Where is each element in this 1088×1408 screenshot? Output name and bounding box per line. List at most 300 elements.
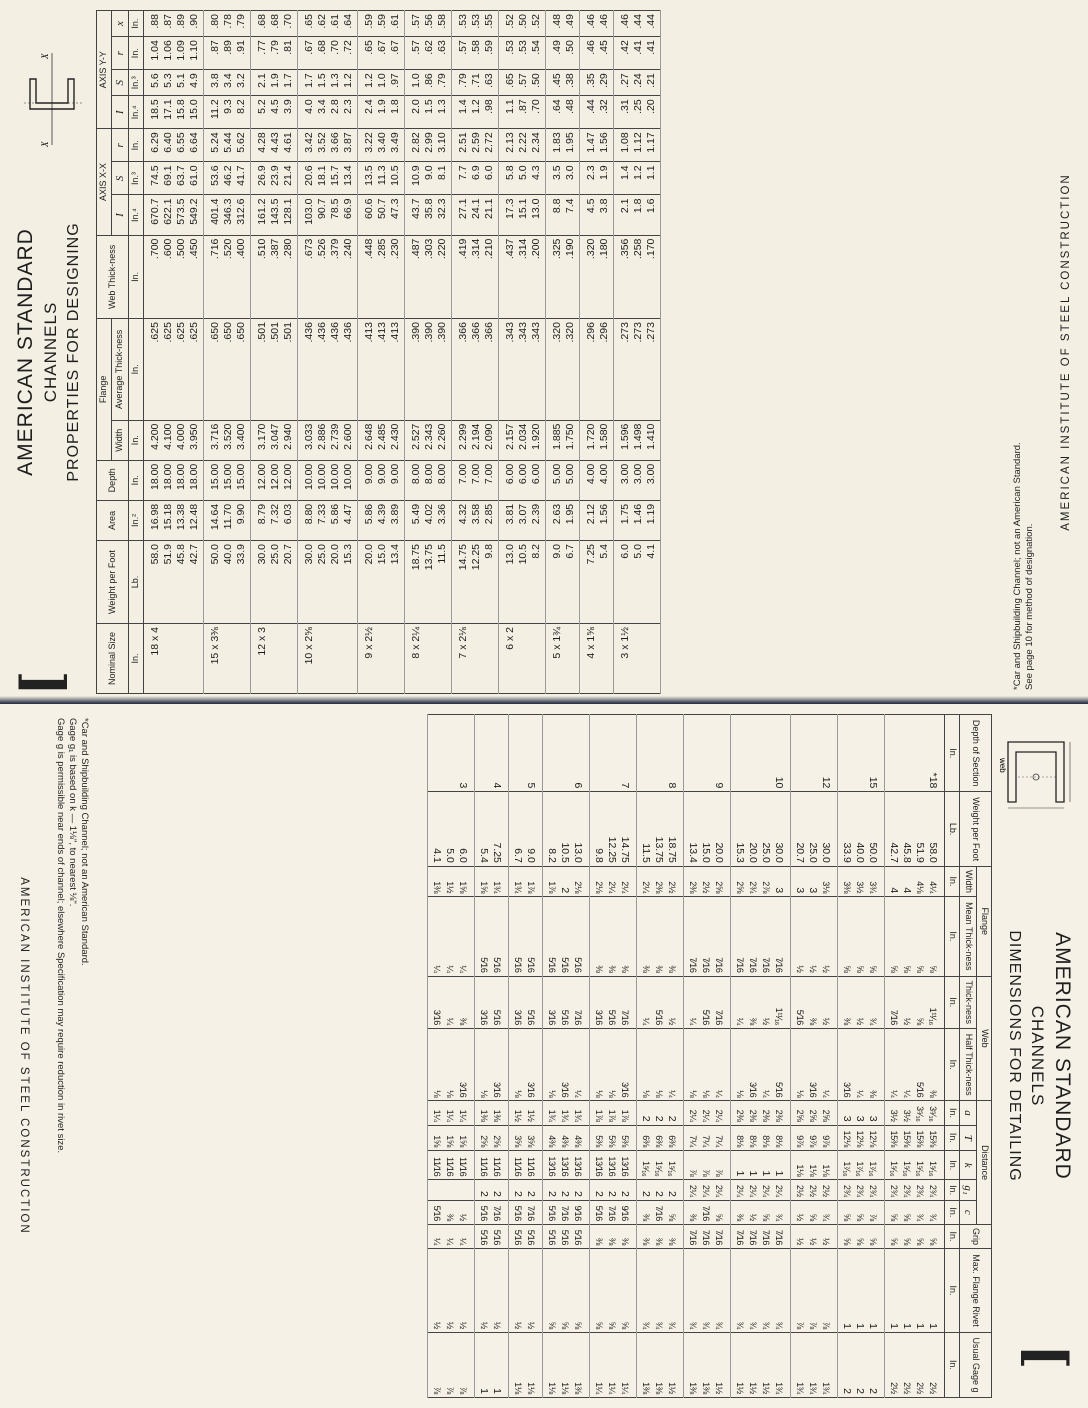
properties-cell: .320 bbox=[579, 235, 598, 318]
properties-group-label bbox=[282, 624, 298, 694]
detailing-cell: ½ bbox=[819, 1224, 838, 1248]
properties-cell: 2.739 bbox=[329, 420, 342, 460]
properties-cell: 3.36 bbox=[436, 500, 452, 540]
properties-cell: .29 bbox=[598, 70, 614, 96]
properties-cell: 2.51 bbox=[451, 129, 470, 162]
properties-cell: 1.7 bbox=[297, 70, 316, 96]
properties-cell: .600 bbox=[162, 235, 175, 318]
table-row bbox=[509, 715, 525, 1398]
properties-cell: .68 bbox=[250, 11, 269, 37]
properties-cell: 2.13 bbox=[498, 129, 517, 162]
properties-cell: 4.47 bbox=[342, 500, 358, 540]
properties-cell: .58 bbox=[470, 37, 483, 70]
properties-cell: .72 bbox=[342, 37, 358, 70]
properties-cell: 2.3 bbox=[579, 162, 598, 195]
properties-cell: 18.1 bbox=[316, 162, 329, 195]
col-flange-group: Flange bbox=[97, 319, 112, 461]
detailing-group-label: *18 bbox=[926, 715, 945, 792]
detailing-cell: ⅛ bbox=[699, 1029, 712, 1101]
table-row bbox=[490, 715, 509, 1398]
properties-cell: 46.2 bbox=[222, 162, 235, 195]
detailing-cell: ⅛ bbox=[731, 1029, 747, 1101]
detailing-cell: 15.0 bbox=[699, 792, 712, 867]
detailing-cell: 2¾ bbox=[926, 1180, 945, 1200]
properties-group-label bbox=[517, 624, 530, 694]
detailing-group-label: 7 bbox=[618, 715, 637, 792]
properties-cell: 1.5 bbox=[423, 96, 436, 129]
detailing-cell: 5⁄16 bbox=[605, 976, 618, 1028]
properties-cell: 60.6 bbox=[357, 195, 376, 235]
detailing-cell: 33.9 bbox=[838, 792, 854, 867]
detailing-cell: 2¼ bbox=[712, 1180, 731, 1200]
properties-group-label bbox=[564, 624, 580, 694]
detailing-cell: ¼ bbox=[712, 1029, 731, 1101]
detailing-cell: 7⁄16 bbox=[746, 897, 759, 976]
properties-group-label: 9 x 2½ bbox=[357, 624, 376, 694]
units-row bbox=[128, 11, 143, 694]
table-row bbox=[530, 11, 546, 694]
detailing-cell: 1⁷⁄₁₆ bbox=[838, 1151, 854, 1180]
properties-cell: .70 bbox=[329, 37, 342, 70]
col-usual-gage: Usual Gage g bbox=[960, 1332, 992, 1397]
properties-cell: 5.49 bbox=[404, 500, 423, 540]
properties-cell: 7.25 bbox=[579, 540, 598, 623]
properties-cell: .625 bbox=[188, 319, 204, 421]
detailing-cell: ⅝ bbox=[900, 1224, 913, 1248]
detailing-cell: ½ bbox=[524, 1249, 543, 1333]
detailing-cell: 2½ bbox=[819, 1180, 838, 1200]
properties-cell: .24 bbox=[632, 70, 645, 96]
table-row bbox=[524, 715, 543, 1398]
properties-cell: 3.5 bbox=[545, 162, 564, 195]
detailing-cell: 11⁄16 bbox=[490, 1151, 509, 1180]
properties-cell: .273 bbox=[645, 319, 661, 421]
detailing-cell: 1 bbox=[490, 1332, 509, 1397]
detailing-cell: 2¾ bbox=[900, 1180, 913, 1200]
properties-cell: .35 bbox=[579, 70, 598, 96]
properties-unit-10: In.⁴ bbox=[128, 96, 143, 129]
detailing-cell: ⅛ bbox=[509, 1029, 525, 1101]
detailing-cell: 7¼ bbox=[699, 1125, 712, 1151]
detailing-cell: 5.0 bbox=[443, 792, 456, 867]
detailing-cell: 51.9 bbox=[913, 792, 926, 867]
detailing-group-label bbox=[543, 715, 559, 792]
detailing-cell: 1⁵⁄₁₆ bbox=[913, 1151, 926, 1180]
detailing-cell: 2⅜ bbox=[759, 1101, 772, 1125]
properties-cell: 1.2 bbox=[632, 162, 645, 195]
table-row bbox=[203, 11, 222, 694]
detailing-cell: 7⁄16 bbox=[558, 1200, 571, 1224]
properties-cell: 1.75 bbox=[613, 500, 632, 540]
bottom-title-line3: DIMENSIONS FOR DETAILING bbox=[1006, 930, 1023, 1182]
detailing-unit-2: In. bbox=[945, 866, 960, 896]
properties-cell: .280 bbox=[282, 235, 298, 318]
detailing-cell: 1 bbox=[475, 1332, 491, 1397]
table-row bbox=[564, 11, 580, 694]
detailing-cell: 5⁄16 bbox=[475, 1224, 491, 1248]
detailing-cell: ⅝ bbox=[866, 1224, 885, 1248]
detailing-cell: 2 bbox=[665, 1101, 684, 1125]
detailing-cell: 2 bbox=[652, 1101, 665, 1125]
detailing-cell: 8⅛ bbox=[759, 1125, 772, 1151]
properties-cell: 8.00 bbox=[404, 460, 423, 500]
properties-cell: 312.6 bbox=[235, 195, 251, 235]
properties-cell: 1.12 bbox=[632, 129, 645, 162]
detailing-cell: 7⁄16 bbox=[699, 1200, 712, 1224]
properties-cell: .650 bbox=[203, 319, 222, 421]
detailing-cell: 2 bbox=[509, 1180, 525, 1200]
properties-cell: 1.6 bbox=[645, 195, 661, 235]
detailing-cell: ⅜ bbox=[618, 1224, 637, 1248]
properties-cell: .419 bbox=[451, 235, 470, 318]
detailing-group-label: 6 bbox=[571, 715, 590, 792]
properties-cell: 6.64 bbox=[188, 129, 204, 162]
col-flange-thickness: Average Thick-ness bbox=[111, 319, 128, 421]
table-row bbox=[791, 715, 807, 1398]
properties-group-label bbox=[269, 624, 282, 694]
properties-cell: .520 bbox=[222, 235, 235, 318]
detailing-cell: 5⁄16 bbox=[699, 976, 712, 1028]
properties-cell: .436 bbox=[329, 319, 342, 421]
properties-group-label: 15 x 3⅜ bbox=[203, 624, 222, 694]
detailing-cell: 7⁄16 bbox=[712, 1224, 731, 1248]
properties-cell: .53 bbox=[470, 11, 483, 37]
properties-cell: 1.06 bbox=[162, 37, 175, 70]
properties-cell: .87 bbox=[517, 96, 530, 129]
table-row bbox=[838, 715, 854, 1398]
properties-cell: 1.2 bbox=[342, 70, 358, 96]
detailing-cell: 2⅝ bbox=[791, 1101, 807, 1125]
detailing-cell: ½ bbox=[428, 1249, 444, 1333]
properties-cell: .62 bbox=[423, 37, 436, 70]
properties-cell: 2.157 bbox=[498, 420, 517, 460]
detailing-cell: 3⁄16 bbox=[456, 1029, 475, 1101]
properties-cell: 3.07 bbox=[517, 500, 530, 540]
top-footnote-line1: *Car and Shipbuilding Channel; not an American Standard. bbox=[1012, 442, 1023, 690]
properties-cell: .190 bbox=[564, 235, 580, 318]
properties-cell: 15.8 bbox=[175, 96, 188, 129]
properties-cell: .296 bbox=[598, 319, 614, 421]
properties-cell: 2.12 bbox=[579, 500, 598, 540]
detailing-cell: 9⁄16 bbox=[618, 1200, 637, 1224]
detailing-cell: ⅛ bbox=[543, 1029, 559, 1101]
properties-cell: .52 bbox=[498, 11, 517, 37]
detailing-cell: 2¾ bbox=[885, 1180, 901, 1200]
properties-cell: 6.0 bbox=[613, 540, 632, 623]
properties-cell: .71 bbox=[470, 70, 483, 96]
table-row bbox=[423, 11, 436, 694]
properties-cell: .53 bbox=[451, 11, 470, 37]
detailing-cell: 11⁄16 bbox=[524, 1151, 543, 1180]
detailing-cell: 50.0 bbox=[866, 792, 885, 867]
detailing-cell: ⅜ bbox=[443, 1200, 456, 1224]
detailing-cell: ¼ bbox=[443, 1224, 456, 1248]
table-row bbox=[605, 715, 618, 1398]
properties-cell: 13.75 bbox=[423, 540, 436, 623]
detailing-cell: 15⅜ bbox=[913, 1125, 926, 1151]
properties-cell: 1.498 bbox=[632, 420, 645, 460]
table-row bbox=[637, 715, 653, 1398]
properties-cell: .65 bbox=[498, 70, 517, 96]
detailing-cell: ¼ bbox=[443, 976, 456, 1028]
properties-group-label: 6 x 2 bbox=[498, 624, 517, 694]
detailing-cell: ¼ bbox=[428, 1224, 444, 1248]
detailing-cell: 3⁄16 bbox=[509, 976, 525, 1028]
properties-cell: 5.86 bbox=[357, 500, 376, 540]
detailing-cell: ⅝ bbox=[838, 1224, 854, 1248]
detailing-cell: ¾ bbox=[759, 1249, 772, 1333]
detailing-group-label bbox=[838, 715, 854, 792]
properties-cell: 1.1 bbox=[645, 162, 661, 195]
detailing-cell: 5⁄16 bbox=[791, 976, 807, 1028]
properties-cell: 4.02 bbox=[423, 500, 436, 540]
properties-group-label bbox=[632, 624, 645, 694]
detailing-cell: 2⅞ bbox=[759, 866, 772, 896]
detailing-cell: 1 bbox=[866, 1249, 885, 1333]
detailing-group-label bbox=[699, 715, 712, 792]
detailing-cell: 11⁄16 bbox=[443, 1151, 456, 1180]
detailing-cell: 7⁄16 bbox=[684, 1224, 700, 1248]
properties-cell: 1.920 bbox=[530, 420, 546, 460]
col-k: k bbox=[960, 1151, 977, 1180]
detailing-cell: 1¼ bbox=[456, 1101, 475, 1125]
properties-cell: 4.1 bbox=[645, 540, 661, 623]
detailing-cell: ⅜ bbox=[590, 1224, 606, 1248]
detailing-cell: 1¼ bbox=[443, 1101, 456, 1125]
detailing-cell: 1¾ bbox=[791, 1332, 807, 1397]
detailing-cell: 7¼ bbox=[684, 1125, 700, 1151]
detailing-cell bbox=[456, 1180, 475, 1200]
detailing-cell: 5⁄16 bbox=[490, 1224, 509, 1248]
detailing-cell: ¾ bbox=[926, 1200, 945, 1224]
properties-cell: .48 bbox=[545, 11, 564, 37]
properties-cell: 3.716 bbox=[203, 420, 222, 460]
detailing-cell: ½ bbox=[806, 1224, 819, 1248]
detailing-cell: 1½ bbox=[509, 1101, 525, 1125]
properties-cell: 78.5 bbox=[329, 195, 342, 235]
detailing-unit-7: In. bbox=[945, 1125, 960, 1151]
properties-cell: 3.9 bbox=[282, 96, 298, 129]
properties-cell: .44 bbox=[632, 11, 645, 37]
properties-cell: 5.00 bbox=[564, 460, 580, 500]
detailing-cell: 20.0 bbox=[712, 792, 731, 867]
properties-cell: 30.0 bbox=[297, 540, 316, 623]
detailing-cell: ⅞ bbox=[456, 1332, 475, 1397]
properties-cell: 10.00 bbox=[329, 460, 342, 500]
detailing-cell: ¼ bbox=[428, 897, 444, 976]
properties-group-label bbox=[645, 624, 661, 694]
properties-cell: .46 bbox=[613, 11, 632, 37]
detailing-cell: ½ bbox=[746, 1200, 759, 1224]
properties-cell: 4.39 bbox=[376, 500, 389, 540]
detailing-group-label: 9 bbox=[712, 715, 731, 792]
top-title-line1: AMERICAN STANDARD bbox=[14, 228, 37, 476]
detailing-cell: ⅞ bbox=[428, 1332, 444, 1397]
bottom-footnote-line2: Gage g₁ is based on k — 1⅛", to nearest ⅛". bbox=[67, 718, 79, 907]
properties-cell: 69.1 bbox=[162, 162, 175, 195]
table-row bbox=[545, 11, 564, 694]
detailing-cell: 1⅛ bbox=[791, 1151, 807, 1180]
properties-cell: 8.2 bbox=[235, 96, 251, 129]
detailing-cell: ½ bbox=[791, 1224, 807, 1248]
properties-cell: 6.0 bbox=[483, 162, 499, 195]
properties-cell: 2.63 bbox=[545, 500, 564, 540]
detailing-unit-13: In. bbox=[945, 1332, 960, 1397]
properties-cell: .21 bbox=[645, 70, 661, 96]
detailing-cell: 1 bbox=[900, 1249, 913, 1333]
table-row bbox=[712, 715, 731, 1398]
detailing-cell: 15⅜ bbox=[926, 1125, 945, 1151]
detailing-cell: 1¼ bbox=[428, 1101, 444, 1125]
detailing-group-label: 5 bbox=[524, 715, 543, 792]
detailing-cell: 3⁄16 bbox=[543, 976, 559, 1028]
table-row bbox=[404, 11, 423, 694]
properties-cell: 1.410 bbox=[645, 420, 661, 460]
table-row bbox=[579, 11, 598, 694]
detailing-group-label bbox=[900, 715, 913, 792]
properties-cell: 3.52 bbox=[316, 129, 329, 162]
properties-cell: 3.033 bbox=[297, 420, 316, 460]
detailing-cell: 7⁄16 bbox=[731, 1224, 747, 1248]
properties-group-label bbox=[175, 624, 188, 694]
properties-cell: .89 bbox=[222, 37, 235, 70]
properties-cell: 3.400 bbox=[235, 420, 251, 460]
detailing-cell: 4⅜ bbox=[558, 1125, 571, 1151]
properties-cell: .86 bbox=[423, 70, 436, 96]
properties-cell: .57 bbox=[404, 37, 423, 70]
detailing-cell: 7⁄16 bbox=[699, 1224, 712, 1248]
properties-cell: 27.1 bbox=[451, 195, 470, 235]
detailing-cell: 10.5 bbox=[558, 792, 571, 867]
detailing-group-label bbox=[913, 715, 926, 792]
table-row bbox=[175, 11, 188, 694]
detailing-cell: ⅜ bbox=[456, 976, 475, 1028]
top-title-line3: PROPERTIES FOR DESIGNING bbox=[65, 222, 82, 482]
detailing-group-label: 3 bbox=[456, 715, 475, 792]
properties-cell: 3.22 bbox=[357, 129, 376, 162]
detailing-cell: 2⅛ bbox=[590, 866, 606, 896]
detailing-cell: 7¼ bbox=[712, 1125, 731, 1151]
properties-cell: 1.720 bbox=[579, 420, 598, 460]
detailing-cell: 13⁄16 bbox=[605, 1151, 618, 1180]
properties-cell: 161.2 bbox=[250, 195, 269, 235]
detailing-cell: 2⅜ bbox=[652, 866, 665, 896]
properties-group-label bbox=[188, 624, 204, 694]
detailing-cell: ¾ bbox=[746, 1249, 759, 1333]
detailing-cell: ⅛ bbox=[443, 1029, 456, 1101]
detailing-cell: 5⅜ bbox=[605, 1125, 618, 1151]
detailing-cell: 2¾ bbox=[853, 1180, 866, 1200]
detailing-cell: ½ bbox=[806, 897, 819, 976]
properties-cell: 6.00 bbox=[530, 460, 546, 500]
properties-cell: .67 bbox=[376, 37, 389, 70]
detailing-cell: 3⅛ bbox=[819, 866, 838, 896]
properties-group-label bbox=[342, 624, 358, 694]
properties-cell: .650 bbox=[222, 319, 235, 421]
detailing-cell: 2¾ bbox=[746, 866, 759, 896]
properties-cell: .314 bbox=[470, 235, 483, 318]
detailing-cell: 5⁄16 bbox=[543, 897, 559, 976]
table-row bbox=[456, 715, 475, 1398]
detailing-cell: 7⁄16 bbox=[684, 897, 700, 976]
detailing-cell: 1⅞ bbox=[590, 1101, 606, 1125]
col-nominal-size: Nominal Size bbox=[97, 624, 129, 694]
detailing-cell: ½ bbox=[819, 897, 838, 976]
properties-cell: 1.580 bbox=[598, 420, 614, 460]
properties-group-label bbox=[436, 624, 452, 694]
detailing-cell: 1⁷⁄₁₆ bbox=[866, 1151, 885, 1180]
detailing-cell: 1⅞ bbox=[605, 1101, 618, 1125]
properties-cell: 8.80 bbox=[297, 500, 316, 540]
detailing-cell: ⅛ bbox=[791, 1029, 807, 1101]
col-grip: Grip bbox=[960, 1224, 992, 1248]
detailing-cell: 2¼ bbox=[772, 1180, 791, 1200]
properties-cell: .343 bbox=[498, 319, 517, 421]
bottom-page-content bbox=[0, 704, 1088, 1408]
table-row bbox=[376, 11, 389, 694]
table-row bbox=[443, 715, 456, 1398]
properties-cell: 670.7 bbox=[143, 195, 162, 235]
properties-cell: .53 bbox=[517, 37, 530, 70]
col-depth-of-section: Depth of Section bbox=[960, 715, 992, 792]
properties-cell: 8.8 bbox=[545, 195, 564, 235]
detailing-cell: 1⁵⁄₁₆ bbox=[637, 1151, 653, 1180]
detailing-cell: 1 bbox=[759, 1151, 772, 1180]
top-footnote bbox=[1012, 442, 1036, 690]
detailing-cell: ¼ bbox=[637, 976, 653, 1028]
detailing-cell: ¼ bbox=[819, 1029, 838, 1101]
properties-group-label: 5 x 1¾ bbox=[545, 624, 564, 694]
table-row bbox=[222, 11, 235, 694]
properties-cell: 15.00 bbox=[203, 460, 222, 500]
properties-cell: 58.0 bbox=[143, 540, 162, 623]
table-row bbox=[470, 11, 483, 694]
detailing-cell: ⅞ bbox=[791, 1249, 807, 1333]
properties-cell: 14.64 bbox=[203, 500, 222, 540]
detailing-cell: 13⁄16 bbox=[618, 1151, 637, 1180]
properties-cell: 6.29 bbox=[143, 129, 162, 162]
properties-cell: .413 bbox=[376, 319, 389, 421]
properties-group-label bbox=[316, 624, 329, 694]
properties-unit-1: Lb. bbox=[128, 540, 143, 623]
table-row bbox=[819, 715, 838, 1398]
detailing-cell: 11⁄16 bbox=[509, 1151, 525, 1180]
detailing-cell: ⅞ bbox=[819, 1249, 838, 1333]
detailing-cell: ⅜ bbox=[652, 897, 665, 976]
properties-cell: 13.4 bbox=[389, 540, 405, 623]
properties-cell: .88 bbox=[143, 11, 162, 37]
detailing-group-label bbox=[558, 715, 571, 792]
properties-cell: .273 bbox=[613, 319, 632, 421]
properties-cell: 32.3 bbox=[436, 195, 452, 235]
properties-cell: 1.2 bbox=[357, 70, 376, 96]
properties-cell: .436 bbox=[342, 319, 358, 421]
detailing-group-label: 4 bbox=[490, 715, 509, 792]
properties-cell: .46 bbox=[579, 37, 598, 70]
properties-cell: .57 bbox=[451, 37, 470, 70]
properties-cell: .180 bbox=[598, 235, 614, 318]
properties-cell: 8.2 bbox=[530, 540, 546, 623]
properties-cell: 3.4 bbox=[316, 96, 329, 129]
detailing-cell: 7⁄16 bbox=[731, 897, 747, 976]
detailing-cell: ⅝ bbox=[885, 1224, 901, 1248]
detailing-cell: 9⅞ bbox=[806, 1125, 819, 1151]
detailing-cell: ½ bbox=[791, 1200, 807, 1224]
properties-cell: 2.8 bbox=[329, 96, 342, 129]
bottom-footnote-line1: *Car and Shipbuilding Channel; not an American Standard. bbox=[79, 718, 90, 966]
col-web-thickness: Web Thick-ness bbox=[97, 235, 129, 318]
detailing-cell: ⅝ bbox=[558, 1249, 571, 1333]
